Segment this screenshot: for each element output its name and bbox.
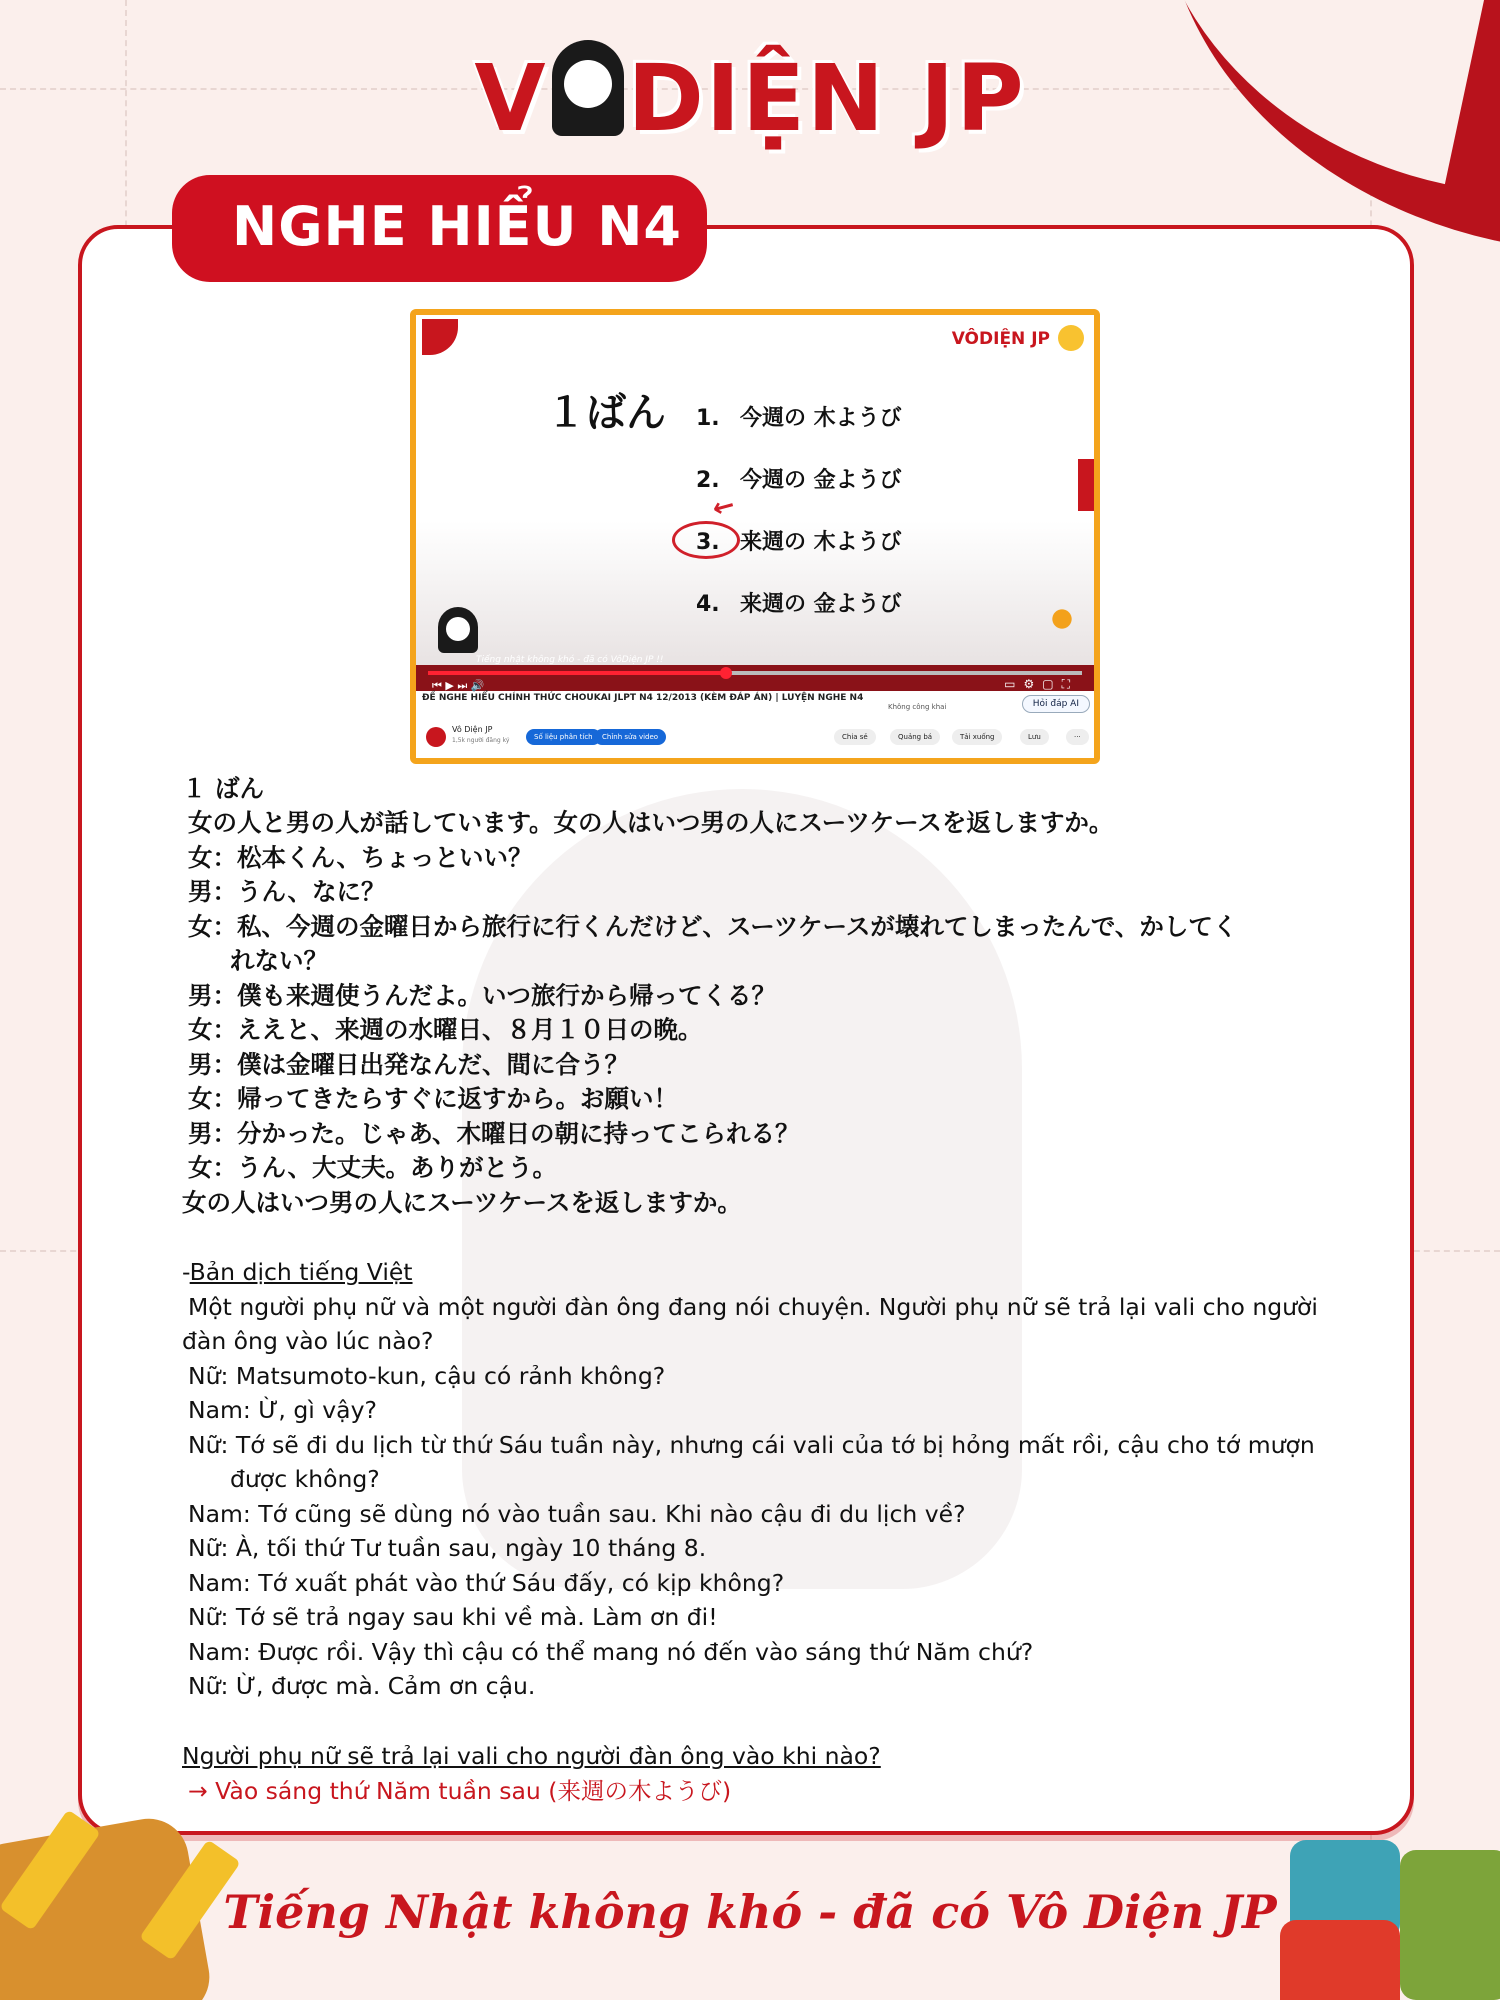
- jp-line: 女：ええと、来週の水曜日、８月１０日の晩。: [188, 1015, 703, 1044]
- logo-text-left: V: [474, 45, 548, 152]
- jp-line: 男：僕は金曜日出発なんだ、間に合う？: [188, 1050, 629, 1079]
- ask-ai-button[interactable]: Hỏi đáp AI: [1022, 695, 1090, 713]
- vi-line: Nữ: Matsumoto-kun, cậu có rảnh không?: [188, 1362, 666, 1390]
- jp-line: 女：うん、大丈夫。ありがとう。: [188, 1153, 557, 1182]
- vi-line: được không?: [230, 1465, 380, 1493]
- section-title: NGHE HIỂU N4: [172, 175, 707, 282]
- flower-icon: [1040, 597, 1084, 641]
- visibility-badge: Không công khai: [888, 703, 947, 711]
- save-button[interactable]: Lưu: [1020, 729, 1049, 745]
- answer: → Vào sáng thứ Năm tuần sau (来週の木ようび): [188, 1777, 732, 1805]
- channel-name[interactable]: Vô Diện JP: [452, 725, 493, 734]
- logo-text-right: DIỆN JP: [627, 45, 1026, 152]
- vi-line: Nam: Được rồi. Vậy thì cậu có thể mang nó đến vào sáng thứ Năm chứ?: [188, 1638, 1034, 1666]
- promote-button[interactable]: Quảng bá: [890, 729, 940, 745]
- channel-subscribers: 1,5k người đăng ký: [452, 737, 510, 744]
- progress-fill: [428, 671, 726, 675]
- vi-line: Nam: Ừ, gì vậy?: [188, 1396, 377, 1424]
- jp-line: れない？: [230, 946, 328, 975]
- jp-line: 男：分かった。じゃあ、木曜日の朝に持ってこられる？: [188, 1119, 800, 1148]
- vi-line: Nam: Tớ cũng sẽ dùng nó vào tuần sau. Khi nào cậu đi du lịch về?: [188, 1500, 966, 1528]
- jp-line: 女：私、今週の金曜日から旅行に行くんだけど、スーツケースが壊れてしまったんで、かしてく: [188, 912, 1238, 941]
- play-controls[interactable]: ⏮ ▶ ⏭ 🔊: [432, 679, 485, 692]
- video-screen[interactable]: [416, 315, 1094, 690]
- content-card: [78, 225, 1414, 1835]
- option-1: 1. 今週の 木ようび: [696, 406, 902, 431]
- option-2: 2. 今週の 金ようび: [696, 468, 902, 493]
- progress-scrubber[interactable]: [720, 667, 732, 679]
- more-button[interactable]: ···: [1066, 729, 1089, 745]
- video-logo: VÔDIỆN JP: [951, 329, 1050, 349]
- jp-question: 女の人はいつ男の人にスーツケースを返しますか。: [182, 1188, 742, 1217]
- option-3: 3. 来週の 木ようび: [696, 530, 902, 555]
- side-panel-tab[interactable]: [1078, 459, 1094, 511]
- bulb-icon: [1058, 325, 1084, 351]
- brand-logo: [0, 40, 1500, 152]
- vi-line: Nữ: Tớ sẽ trả ngay sau khi về mà. Làm ơn đi!: [188, 1603, 718, 1631]
- vi-line: Nữ: Ừ, được mà. Cảm ơn cậu.: [188, 1672, 536, 1700]
- edit-video-button[interactable]: Chỉnh sửa video: [594, 729, 666, 745]
- avatar[interactable]: [426, 727, 446, 747]
- video-player[interactable]: [410, 309, 1100, 764]
- flag-icon: [422, 319, 458, 355]
- vi-heading: -Bản dịch tiếng Việt: [182, 1258, 413, 1286]
- jp-line: 女の人と男の人が話しています。女の人はいつ男の人にスーツケースを返しますか。: [188, 808, 1114, 837]
- video-title[interactable]: ĐỀ NGHE HIỂU CHÍNH THỨC CHOUKAI JLPT N4 12/2013 (KÈM ĐÁP ÁN) | LUYỆN NGHE N4: [422, 693, 864, 703]
- vi-line: Nam: Tớ xuất phát vào thứ Sáu đấy, có kịp không?: [188, 1569, 785, 1597]
- arrow-icon: ↙: [705, 489, 740, 527]
- jp-line: 男：僕も来週使うんだよ。いつ旅行から帰ってくる？: [188, 981, 776, 1010]
- jp-line: 女：松本くん、ちょっといい？: [188, 843, 533, 872]
- analytics-button[interactable]: Số liệu phân tích: [526, 729, 601, 745]
- player-settings-icons[interactable]: ▭⚙▢⛶: [1004, 677, 1078, 691]
- vi-line: Nữ: Tớ sẽ đi du lịch từ thứ Sáu tuần này, nhưng cái vali của tớ bị hỏng mất rồi, cậu cho tớ mượn: [188, 1431, 1315, 1459]
- option-4: 4. 来週の 金ようび: [696, 592, 902, 617]
- ghost-mascot-icon: [438, 607, 478, 653]
- jp-line: 女：帰ってきたらすぐに返すから。お願い！: [188, 1084, 678, 1113]
- ghost-mascot-icon: [552, 40, 624, 136]
- question-label: １ばん: [546, 390, 666, 436]
- jp-heading: １ ばん: [182, 774, 265, 803]
- download-button[interactable]: Tải xuống: [952, 729, 1002, 745]
- vi-line: Nữ: À, tối thứ Tư tuần sau, ngày 10 tháng 8.: [188, 1534, 707, 1562]
- controls-bar: [416, 665, 1094, 691]
- vi-intro: Một người phụ nữ và một người đàn ông đang nói chuyện. Người phụ nữ sẽ trả lại vali cho người: [188, 1293, 1318, 1321]
- share-button[interactable]: Chia sẻ: [834, 729, 876, 745]
- vi-intro: đàn ông vào lúc nào?: [182, 1327, 434, 1355]
- answer-circle-mark: [672, 521, 740, 559]
- jp-line: 男：うん、なに？: [188, 877, 386, 906]
- vi-question: Người phụ nữ sẽ trả lại vali cho người đàn ông vào khi nào?: [182, 1742, 881, 1770]
- video-caption: Tiếng nhật không khó - đã có VôDiện JP !!: [476, 655, 664, 665]
- slogan: Tiếng Nhật không khó - đã có Vô Diện JP: [223, 1885, 1277, 1939]
